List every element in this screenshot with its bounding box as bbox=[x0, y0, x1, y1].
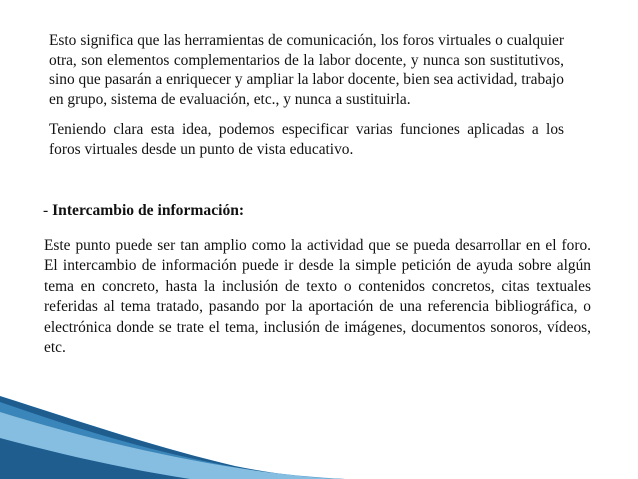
paragraph-intro: Esto significa que las herramientas de comunicación, los foros virtuales o cualquier otra, son elementos complementarios de la labor docente, y nunca son sustitutivos, sino que pasarán a enriquecer y ampliar la labor docente, bien sea actividad, trabajo en grupo, sistema de evaluación, etc., y nunca a sustituirla. bbox=[49, 32, 564, 108]
section-heading bbox=[43, 201, 244, 220]
corner-wave-decoration bbox=[0, 360, 638, 479]
paragraph-functions-intro: Teniendo clara esta idea, podemos especificar varias funciones aplicadas a los foros virtuales desde un punto de vista educativo. bbox=[49, 121, 564, 158]
section-heading-title: Intercambio de información: bbox=[52, 202, 245, 219]
section-body: Este punto puede ser tan amplio como la actividad que se pueda desarrollar en el foro. El intercambio de información puede ir desde la simple petición de ayuda sobre algún tema en concreto, hasta la inclusión de texto o contenidos concretos, citas textuales referidas al tema tratado, pasando por la aportación de una referencia bibliográfica, o electrónica donde se trate el tema, inclusión de imágenes, documentos sonoros, vídeos, etc. bbox=[44, 237, 591, 357]
section-heading-prefix: - bbox=[43, 202, 53, 219]
